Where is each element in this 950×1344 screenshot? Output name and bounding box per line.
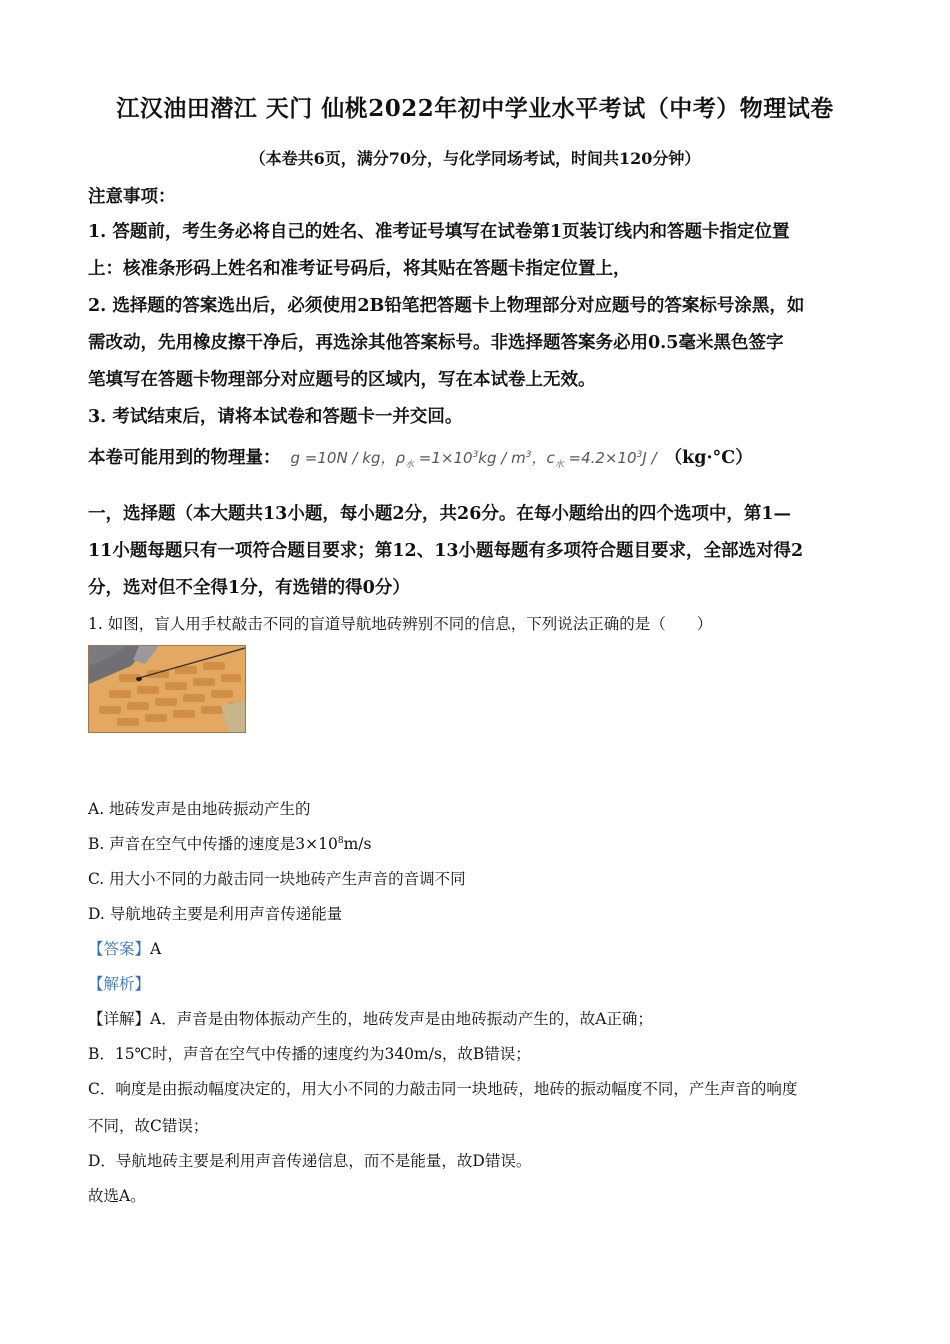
blind-path-tiles-photo	[88, 645, 246, 733]
explanation-line-3: C．响度是由振动幅度决定的，用大小不同的力敲击同一块地砖，地砖的振动幅度不同，产生声音的响度	[88, 1080, 798, 1098]
option-b-unit: m/s	[343, 835, 372, 853]
density-unit: kg / m	[478, 449, 526, 467]
heat-capacity-exponent: 3	[636, 450, 643, 460]
question-1-stem: 1. 如图，盲人用手杖敲击不同的盲道导航地砖辨别不同的信息，下列说法正确的是（ ）	[88, 615, 713, 633]
section1-line-3: 分，选对但不全得1分，有选错的得0分）	[88, 578, 410, 598]
explanation-line-5: D．导航地砖主要是利用声音传递信息，而不是能量，故D错误。	[88, 1152, 532, 1170]
notice-line-5: 笔填写在答题卡物理部分对应题号的区域内，写在本试卷上无效。	[88, 370, 596, 390]
explanation-line-6: 故选A。	[88, 1187, 146, 1205]
analysis-tag: 【解析】	[88, 975, 151, 993]
option-b	[88, 832, 371, 854]
answer-line	[88, 937, 161, 959]
notice-line-6: 3. 考试结束后，请将本试卷和答题卡一并交回。	[88, 407, 463, 427]
density-unit-exponent: 3	[525, 450, 532, 460]
option-d: D. 导航地砖主要是利用声音传递能量	[88, 905, 343, 923]
explanation-a: A．声音是由物体振动产生的，地砖发声是由地砖振动产生的，故A正确；	[150, 1010, 653, 1028]
constants-line	[88, 444, 753, 470]
density-symbol: ρ	[395, 449, 405, 467]
constants-separator: ，	[531, 449, 547, 467]
tiles-illustration	[89, 646, 245, 732]
answer-value: A	[150, 940, 162, 958]
heat-capacity-value: =4.2×10	[563, 449, 637, 467]
exam-subtitle: （本卷共6页，满分70分，与化学同场考试，时间共120分钟）	[249, 149, 701, 168]
option-c: C. 用大小不同的力敲击同一块地砖产生声音的音调不同	[88, 870, 466, 888]
detail-tag: 【详解】	[88, 1010, 151, 1028]
heat-capacity-unit: J /	[642, 449, 657, 467]
explanation-line-1	[88, 1007, 653, 1029]
density-exponent: 3	[472, 450, 479, 460]
notice-line-4: 需改动，先用橡皮擦干净后，再选涂其他答案标号。非选择题答案务必用0.5毫米黑色签字	[88, 333, 784, 353]
heat-capacity-symbol: c	[546, 449, 555, 467]
density-subscript: 水	[405, 460, 415, 470]
density-value: =1×10	[414, 449, 473, 467]
option-b-exponent: 8	[337, 835, 344, 846]
notice-line-1: 1. 答题前，考生务必将自己的姓名、准考证号填写在试卷第1页装订线内和答题卡指定位置	[88, 222, 790, 242]
explanation-line-4: 不同，故C错误；	[88, 1117, 209, 1135]
notice-line-3: 2. 选择题的答案选出后，必须使用2B铅笔把答题卡上物理部分对应题号的答案标号涂黑，如	[88, 296, 805, 316]
constants-label: 本卷可能用到的物理量：	[88, 448, 281, 468]
gravity-constant: g =10N / kg，	[290, 449, 396, 467]
heat-capacity-subscript: 水	[554, 460, 564, 470]
notice-heading: 注意事项：	[88, 187, 176, 207]
section1-line-2: 11小题每题只有一项符合题目要求；第12、13小题每题有多项符合题目要求，全部选对得2	[88, 541, 804, 561]
option-b-text: B. 声音在空气中传播的速度是3×10	[88, 835, 338, 853]
option-a: A. 地砖发声是由地砖振动产生的	[88, 800, 311, 818]
answer-tag: 【答案】	[88, 940, 151, 958]
explanation-line-2: B．15℃时，声音在空气中传播的速度约为340m/s，故B错误；	[88, 1045, 531, 1063]
constants-formula	[290, 449, 657, 470]
notice-line-2: 上：核准条形码上姓名和准考证号码后，将其贴在答题卡指定位置上，	[88, 259, 631, 279]
heat-capacity-unit-tail: （kg·°C）	[664, 448, 753, 468]
section1-line-1: 一，选择题（本大题共13小题，每小题2分，共26分。在每小题给出的四个选项中，第1—	[88, 504, 792, 524]
exam-title: 江汉油田潜江 天门 仙桃2022年初中学业水平考试（中考）物理试卷	[116, 95, 834, 122]
